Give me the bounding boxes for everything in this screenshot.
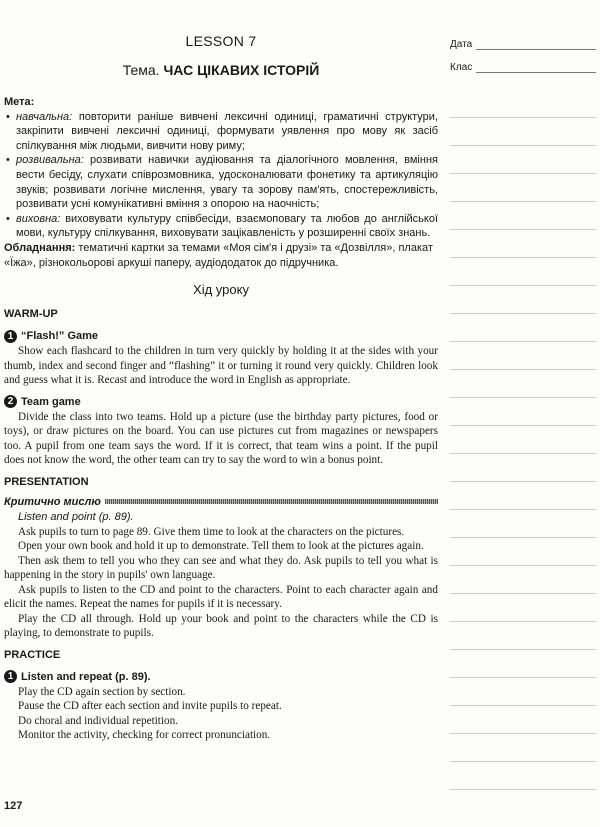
warmup-step-1-text: Show each flashcard to the children in turn very quickly by holding it at the sides with your thumb, index and second finger and “flashing” it or turning it round very quickly. Children look and guess what it is. Recast and introduce the word in English as appropriate. xyxy=(4,345,438,387)
goal-item xyxy=(4,153,438,211)
notes-column xyxy=(450,34,596,80)
class-label: Клас xyxy=(450,62,473,73)
goals-list xyxy=(4,110,438,241)
warmup-heading: WARM-UP xyxy=(4,308,58,321)
equipment xyxy=(4,241,438,270)
practice-heading: PRACTICE xyxy=(4,648,61,661)
goal-item xyxy=(4,212,438,241)
presentation-heading: PRESENTATION xyxy=(4,475,89,488)
goal-label: навчальна: xyxy=(16,110,73,123)
page-number: 127 xyxy=(4,800,23,812)
class-line[interactable] xyxy=(476,62,596,73)
presentation-paragraph: Play the CD all through. Hold up your book and point to the characters while the CD is playing, to demonstrate to pupils. xyxy=(4,612,438,640)
presentation-paragraph: Ask pupils to listen to the CD and point to the characters. Point to each character again and elicit the names. Repeat the names for pupils if it is necessary. xyxy=(4,583,438,611)
lesson-plan-main xyxy=(4,30,438,743)
goal-text: розвивати навички аудіювання та діалогічного мовлення, вміння вести бесіду, слухати співрозмовника, удосконалювати фонетику та артикуляцію звуків; розвивати логічне мислення, увагу та зорову пам'ять, спостережливість, розвивати усні комунікативні вміння з опорою на наочність; xyxy=(16,154,438,211)
practice-line: Monitor the activity, checking for correct pronunciation. xyxy=(18,729,271,742)
practice-line: Do choral and individual repetition. xyxy=(18,714,179,727)
practice-line: Play the CD again section by section. xyxy=(18,685,186,698)
warmup-step-1 xyxy=(4,328,438,344)
goal-text: виховувати культуру співбесіди, взаємоповагу та любов до англійської мови, культуру спілкування, виховувати зацікавленість у розширенні своїх знань. xyxy=(16,212,438,240)
course-title: Хід уроку xyxy=(193,282,249,298)
presentation-paragraph: Ask pupils to turn to page 89. Give them time to look at the characters on the pictures. xyxy=(18,525,405,538)
date-label: Дата xyxy=(450,39,473,50)
goals-heading: Мета: xyxy=(4,96,35,108)
goals-block xyxy=(4,95,438,270)
goal-label: розвивальна: xyxy=(16,154,84,167)
practice-line: Pause the CD after each section and invite pupils to repeat. xyxy=(18,700,282,713)
presentation-paragraph: Open your own book and hold it up to demonstrate. Tell them to look at the pictures again. xyxy=(18,540,424,553)
equipment-text: тематичні картки за темами «Моя сім'я і друзі» та «Дозвілля», плакат «Їжа», різнокольорові аркуші паперу, аудіододаток до підручника. xyxy=(4,241,433,269)
step-number-badge: 1 xyxy=(4,670,17,683)
critical-thinking-bar xyxy=(4,494,438,510)
lesson-title: LESSON 7 xyxy=(185,33,257,49)
critical-thinking-label: Критично мислю xyxy=(4,495,101,508)
presentation-subheading: Listen and point (p. 89). xyxy=(18,510,134,523)
class-field[interactable] xyxy=(450,57,596,73)
step-number-badge: 1 xyxy=(4,330,17,343)
date-field[interactable] xyxy=(450,34,596,50)
theme-title: ЧАС ЦІКАВИХ ІСТОРІЙ xyxy=(163,62,320,78)
practice-step-1 xyxy=(4,669,438,685)
step-number-badge: 2 xyxy=(4,395,17,408)
presentation-paragraph: Then ask them to tell you who they can see and what they do. Ask pupils to tell you what is happening in the story in pupils' own language. xyxy=(4,554,438,582)
theme-line xyxy=(4,60,438,80)
goal-label: виховна: xyxy=(16,212,61,225)
warmup-step-2 xyxy=(4,394,438,410)
warmup-step-2-text: Divide the class into two teams. Hold up a picture (use the birthday party pictures, food or toys), or draw pictures on the board. You can use pictures cut from magazines or newspapers too. A pupil from one team says the word. If it is correct, that team wins a point. If the pupil does not know the word, the other team can try to say the word to win a bonus point. xyxy=(4,410,438,467)
goal-text: повторити раніше вивчені лексичні одиниці, граматичні структури, закріпити вивчені лексичні одиниці, формувати уявлення про мову як засіб спілкування між людьми, вивчити нову риму; xyxy=(16,110,438,152)
step-title: Team game xyxy=(21,395,81,408)
notes-ruled-lines xyxy=(450,90,596,810)
decorative-rule xyxy=(105,499,438,504)
goal-item xyxy=(4,110,438,154)
equipment-label: Обладнання: xyxy=(4,241,76,254)
theme-prefix: Тема. xyxy=(122,62,160,78)
step-title: “Flash!” Game xyxy=(21,330,99,343)
step-title: Listen and repeat (p. 89). xyxy=(21,670,151,683)
date-line[interactable] xyxy=(476,39,596,50)
